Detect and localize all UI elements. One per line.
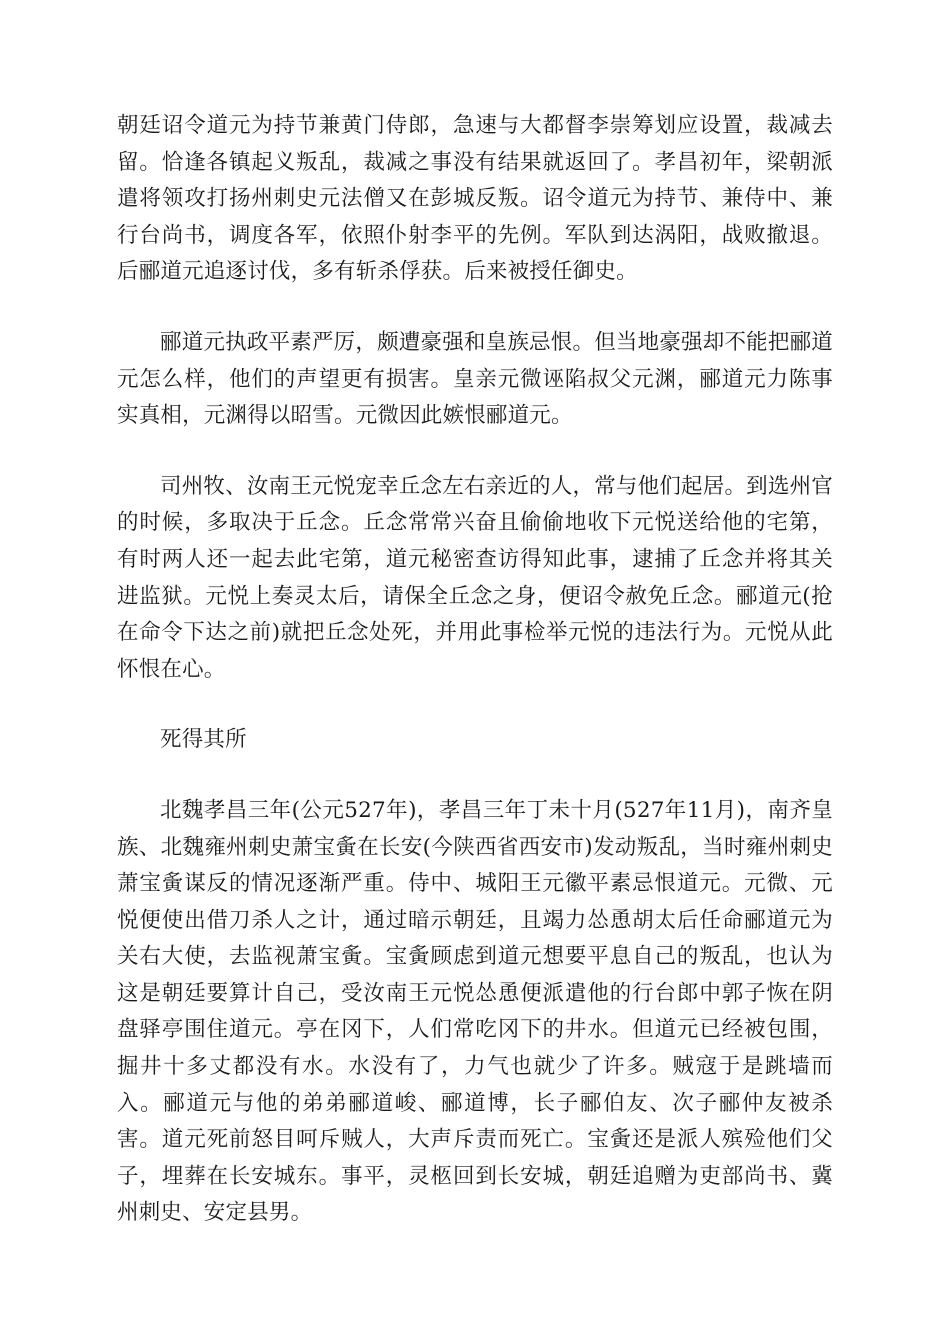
- paragraph-1: 朝廷诏令道元为持节兼黄门侍郎，急速与大都督李崇筹划应设置，裁减去留。恰逢各镇起义叛乱，裁减之事没有结果就返回了。孝昌初年，梁朝派遣将领攻打扬州刺史元法僧又在彭城反叛。诏令道元为持节、兼侍中、兼行台尚书，调度各军，依照仆射李平的先例。军队到达涡阳，战败撤退。后郦道元追逐讨伐，多有斩杀俘获。后来被授任御史。: [117, 113, 833, 285]
- paragraph-3: 司州牧、汝南王元悦宠幸丘念左右亲近的人，常与他们起居。到选州官的时候，多取决于丘念。丘念常常兴奋且偷偷地收下元悦送给他的宅第，有时两人还一起去此宅第，道元秘密查访得知此事，逮捕了丘念并将其关进监狱。元悦上奏灵太后，请保全丘念之身，便诏令赦免丘念。郦道元(抢在命令下达之前)就把丘念处死，并用此事检举元悦的违法行为。元悦从此怀恨在心。: [117, 473, 833, 682]
- section-heading: 死得其所: [160, 727, 247, 753]
- paragraph-4: 北魏孝昌三年(公元527年)，孝昌三年丁未十月(527年11月)，南齐皇族、北魏雍州刺史萧宝夤在长安(今陕西省西安市)发动叛乱，当时雍州刺史萧宝夤谋反的情况逐渐严重。侍中、城阳王元徽平素忌恨道元。元微、元悦便使出借刀杀人之计，通过暗示朝廷，且竭力怂恿胡太后任命郦道元为关右大使，去监视萧宝夤。宝夤顾虑到道元想要平息自己的叛乱，也认为这是朝廷要算计自己，受汝南王元悦怂恿便派遣他的行台郎中郭子恢在阴盘驿亭围住道元。亭在冈下，人们常吃冈下的井水。但道元已经被包围，掘井十多丈都没有水。水没有了，力气也就少了许多。贼寇于是跳墙而入。郦道元与他的弟弟郦道峻、郦道博，长子郦伯友、次子郦仲友被杀害。道元死前怒目呵斥贼人，大声斥责而死亡。宝夤还是派人殡殓他们父子，埋葬在长安城东。事平，灵柩回到长安城，朝廷追赠为吏部尚书、冀州刺史、安定县男。: [117, 797, 833, 1226]
- paragraph-2: 郦道元执政平素严厉，颇遭豪强和皇族忌恨。但当地豪强却不能把郦道元怎么样，他们的声望更有损害。皇亲元微诬陷叔父元渊，郦道元力陈事实真相，元渊得以昭雪。元微因此嫉恨郦道元。: [117, 329, 833, 429]
- document-body: [117, 108, 833, 1266]
